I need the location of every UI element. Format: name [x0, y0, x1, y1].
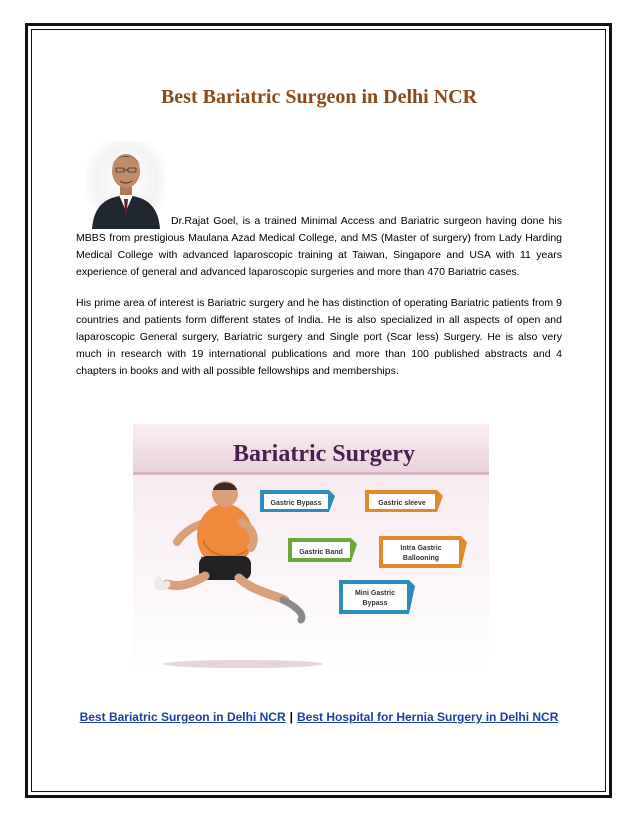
- interest-paragraph: His prime area of interest is Bariatric surgery and he has distinction of operating Bariatric patients from 9 countries and patients form different states of India. He is also specialized in all aspects of open and laparoscopic General surgery, Bariatric surgery and Single port (Scar less) Surgery. He is also very much in research with 19 international publications and more than 100 published abstracts and 4 chapters in books and with all possible fellowships and memberships.: [76, 297, 562, 377]
- tag-label: Bypass: [362, 600, 388, 607]
- footer-links: [0, 710, 638, 724]
- link-separator: |: [289, 710, 293, 724]
- banner-heading: Bariatric Surgery: [233, 441, 415, 467]
- tag-label: Gastric sleeve: [378, 500, 426, 507]
- tag-label: Intra Gastric: [400, 545, 442, 552]
- best-hernia-hospital-link[interactable]: Best Hospital for Hernia Surgery in Delhi NCR: [297, 710, 559, 724]
- tag-label: Ballooning: [402, 555, 440, 562]
- best-bariatric-surgeon-link[interactable]: Best Bariatric Surgeon in Delhi NCR: [79, 710, 286, 724]
- tag-gastric-band: [288, 538, 357, 562]
- tag-label: Gastric Bypass: [270, 500, 322, 507]
- intro-paragraph: Dr.Rajat Goel, is a trained Minimal Access and Bariatric surgeon having done his MBBS from prestigious Maulana Azad Medical College, and MS (Master of surgery) from Lady Harding Medical College with advanced laparoscopic training at Taiwan, Singapore and USA with 11 years experience of general and advanced laparoscopic surgeries and more than 470 Bariatric cases.: [76, 215, 562, 278]
- tag-intra-gastric-ballooning: [379, 536, 467, 568]
- bariatric-surgery-banner: [133, 424, 489, 674]
- page-title: Best Bariatric Surgeon in Delhi NCR: [160, 86, 478, 108]
- tag-gastric-sleeve: [365, 490, 443, 512]
- tag-mini-gastric-bypass: [339, 580, 415, 614]
- tag-label: Mini Gastric: [354, 590, 396, 597]
- tag-gastric-bypass: [260, 490, 335, 512]
- tag-label: Gastric Band: [299, 549, 343, 556]
